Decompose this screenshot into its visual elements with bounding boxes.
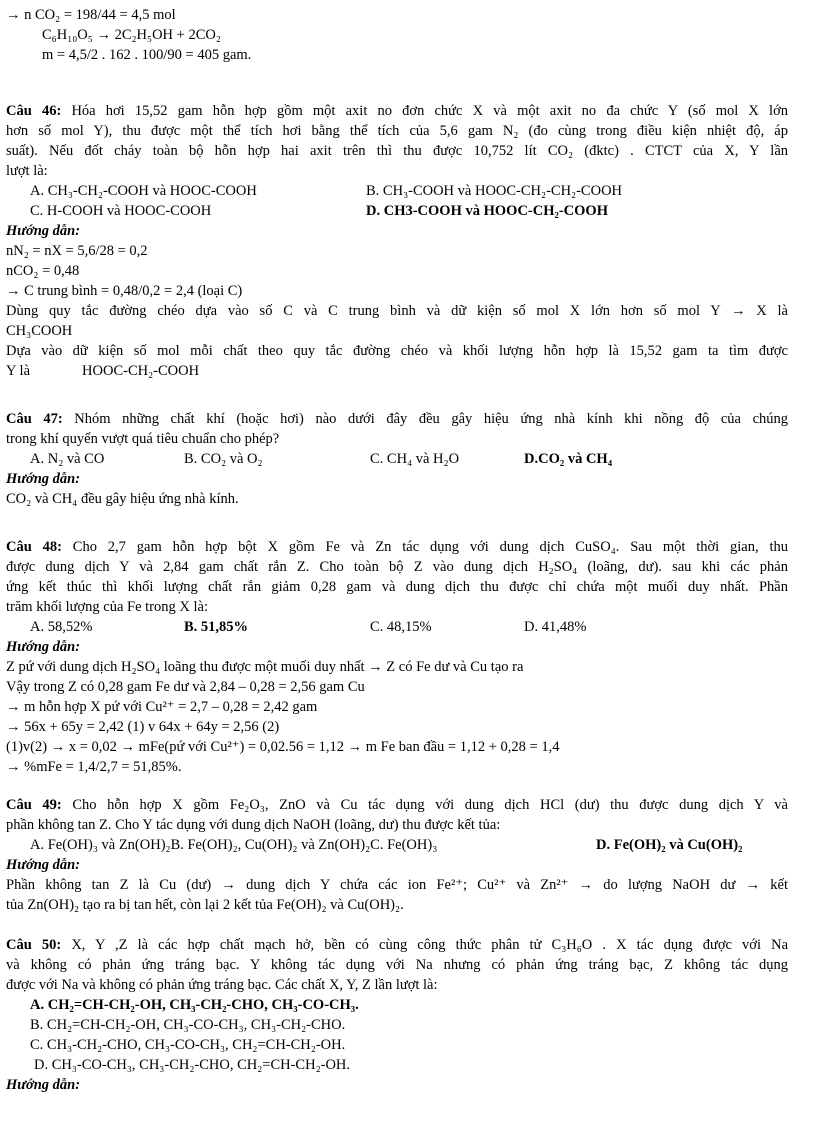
q50-option-d: D. CH₃-CO-CH₃, CH₃-CH₂-CHO, CH₂=CH-CH₂-OH. bbox=[34, 1057, 351, 1073]
q48-option-c: C. 48,15% bbox=[370, 619, 432, 635]
q47-label: Câu 47: bbox=[6, 411, 63, 427]
intro-line-1: → n CO₂ = 198/44 = 4,5 mol bbox=[6, 7, 176, 23]
q47-text-1: Câu 47: Nhóm những chất khí (hoặc hơi) nào dưới đây đều gây hiệu ứng nhà kính khi nồng độ của chúng bbox=[6, 411, 789, 427]
q48-guide-3: → m hỗn hợp X pứ với Cu²⁺ = 2,7 – 0,28 = 2,42 gam bbox=[6, 699, 318, 715]
q48-guide-5: (1)v(2) → x = 0,02 → mFe(pứ với Cu²⁺) = 0,02.56 = 1,12 → m Fe ban đầu = 1,12 + 0,28 = 1,4 bbox=[6, 739, 560, 755]
q48-guide-4: → 56x + 65y = 2,42 (1) v 64x + 64y = 2,56 (2) bbox=[6, 719, 280, 735]
q48-text-1: Câu 48: Cho 2,7 gam hỗn hợp bột X gồm Fe và Zn tác dụng với dung dịch CuSO₄. Sau một thời gian, thu bbox=[6, 539, 788, 555]
q50-text-3: được với Na và không có phản ứng tráng bạc. Các chất X, Y, Z lần lượt là: bbox=[6, 977, 438, 993]
q49-text-1: Câu 49: Cho hỗn hợp X gồm Fe₂O₃, ZnO và Cu tác dụng với dung dịch HCl (dư) thu được dung dịch Y và bbox=[6, 797, 788, 813]
q46-guide-7: Y là HOOC-CH₂-COOH bbox=[6, 363, 200, 379]
q49-guide-2: tủa Zn(OH)₂ tạo ra bị tan hết, còn lại 2 kết tủa Fe(OH)₂ và Cu(OH)₂. bbox=[6, 897, 404, 913]
q48-option-b-correct: B. 51,85% bbox=[184, 619, 249, 635]
intro-line-3: m = 4,5/2 . 162 . 100/90 = 405 gam. bbox=[42, 47, 252, 63]
q49-label: Câu 49: bbox=[6, 797, 62, 813]
q48-option-a: A. 58,52% bbox=[30, 619, 93, 635]
q46-text-2: hơn số mol Y), thu được một thể tích hơi bằng thể tích của 5,6 gam N₂ (đo cùng trong điều kiện nhiệt độ, áp bbox=[6, 123, 788, 139]
q46-text-4: lượt là: bbox=[6, 163, 48, 179]
q48-text-3: ứng kết thúc thì khối lượng chất rắn giảm 0,28 gam và dung dịch thu được chỉ chứa một muối duy nhất. Phần bbox=[6, 579, 788, 595]
q46-option-d-correct: D. CH3-COOH và HOOC-CH₂-COOH bbox=[366, 203, 608, 219]
q49-text-2: phần không tan Z. Cho Y tác dụng với dung dịch NaOH (loãng, dư) thu được kết tủa: bbox=[6, 817, 501, 833]
q47-option-d-correct: D.CO₂ và CH₄ bbox=[524, 451, 613, 467]
q49-guide-heading: Hướng dẫn: bbox=[6, 857, 81, 873]
q46-guide-heading: Hướng dẫn: bbox=[6, 223, 81, 239]
q48-guide-heading: Hướng dẫn: bbox=[6, 639, 81, 655]
q46-option-b: B. CH₃-COOH và HOOC-CH₂-CH₂-COOH bbox=[366, 183, 623, 199]
q48-text-4: trăm khối lượng của Fe trong X là: bbox=[6, 599, 208, 615]
q46-guide-2: nCO₂ = 0,48 bbox=[6, 263, 80, 279]
q48-guide-6: → %mFe = 1,4/2,7 = 51,85%. bbox=[6, 759, 182, 775]
q50-option-b: B. CH₂=CH-CH₂-OH, CH₃-CO-CH₃, CH₃-CH₂-CHO. bbox=[30, 1017, 346, 1033]
q46-guide-5: CH₃COOH bbox=[6, 323, 73, 339]
q47-option-a: A. N₂ và CO bbox=[30, 451, 105, 467]
q50-guide-heading: Hướng dẫn: bbox=[6, 1077, 81, 1093]
q46-label: Câu 46: bbox=[6, 103, 62, 119]
q50-label: Câu 50: bbox=[6, 937, 62, 953]
q48-option-d: D. 41,48% bbox=[524, 619, 587, 635]
q47-text-2: trong khí quyển vượt quá tiêu chuẩn cho phép? bbox=[6, 431, 280, 447]
q50-option-a-correct: A. CH₂=CH-CH₂-OH, CH₃-CH₂-CHO, CH₃-CO-CH₃. bbox=[30, 997, 359, 1013]
q46-text-1: Câu 46: Hóa hơi 15,52 gam hỗn hợp gồm một axit no đơn chức X và một axit no đa chức Y (số mol X lớn bbox=[6, 103, 788, 119]
q49-guide-1: Phần không tan Z là Cu (dư) → dung dịch Y chứa các ion Fe²⁺; Cu²⁺ và Zn²⁺ → do lượng NaOH dư → kết bbox=[6, 877, 788, 893]
q47-option-c: C. CH₄ và H₂O bbox=[370, 451, 460, 467]
q50-option-c: C. CH₃-CH₂-CHO, CH₃-CO-CH₃, CH₂=CH-CH₂-OH. bbox=[30, 1037, 346, 1053]
q47-guide-1: CO₂ và CH₄ đều gây hiệu ứng nhà kính. bbox=[6, 491, 239, 507]
q49-options-abc: A. Fe(OH)₃ và Zn(OH)₂B. Fe(OH)₂, Cu(OH)₂ và Zn(OH)₂C. Fe(OH)₃ bbox=[30, 837, 438, 853]
q50-text-1: Câu 50: X, Y ,Z là các hợp chất mạch hở, bền có cùng công thức phân tử C₃H₆O . X tác dụng được với Na bbox=[6, 937, 789, 953]
q47-option-b: B. CO₂ và O₂ bbox=[184, 451, 263, 467]
q47-guide-heading: Hướng dẫn: bbox=[6, 471, 81, 487]
q48-guide-2: Vậy trong Z có 0,28 gam Fe dư và 2,84 – 0,28 = 2,56 gam Cu bbox=[6, 679, 365, 695]
q46-guide-6: Dựa vào dữ kiện số mol mỗi chất theo quy tắc đường chéo và khối lượng hỗn hợp là 15,52 gam ta tìm được bbox=[6, 343, 788, 359]
q46-option-a: A. CH₃-CH₂-COOH và HOOC-COOH bbox=[30, 183, 257, 199]
q46-guide-1: nN₂ = nX = 5,6/28 = 0,2 bbox=[6, 243, 148, 259]
q50-text-2: và không có phản ứng tráng bạc. Y không tác dụng với Na nhưng có phản ứng tráng bạc, Z không tác dụng bbox=[6, 957, 788, 973]
q46-text-3: suất). Nếu đốt cháy toàn bộ hỗn hợp hai axit trên thì thu được 10,752 lít CO₂ (đktc) . CTCT của X, Y lần bbox=[6, 143, 788, 159]
q49-option-d-correct: D. Fe(OH)₂ và Cu(OH)₂ bbox=[596, 837, 743, 853]
q46-option-c: C. H-COOH và HOOC-COOH bbox=[30, 203, 212, 219]
q48-text-2: được dung dịch Y và 2,84 gam chất rắn Z. Cho toàn bộ Z vào dung dịch H₂SO₄ (loãng, dư). sau khi các phản bbox=[6, 559, 788, 575]
q48-guide-1: Z pứ với dung dịch H₂SO₄ loãng thu được một muối duy nhất → Z có Fe dư và Cu tạo ra bbox=[6, 659, 524, 675]
q48-label: Câu 48: bbox=[6, 539, 62, 555]
intro-line-2: C₆H₁₀O₅ → 2C₂H₅OH + 2CO₂ bbox=[42, 27, 221, 43]
q46-guide-4: Dùng quy tắc đường chéo dựa vào số C và C trung bình và dữ kiện số mol X lớn hơn số mol Y → X là bbox=[6, 303, 788, 319]
q46-guide-3: → C trung bình = 0,48/0,2 = 2,4 (loại C) bbox=[6, 283, 243, 299]
